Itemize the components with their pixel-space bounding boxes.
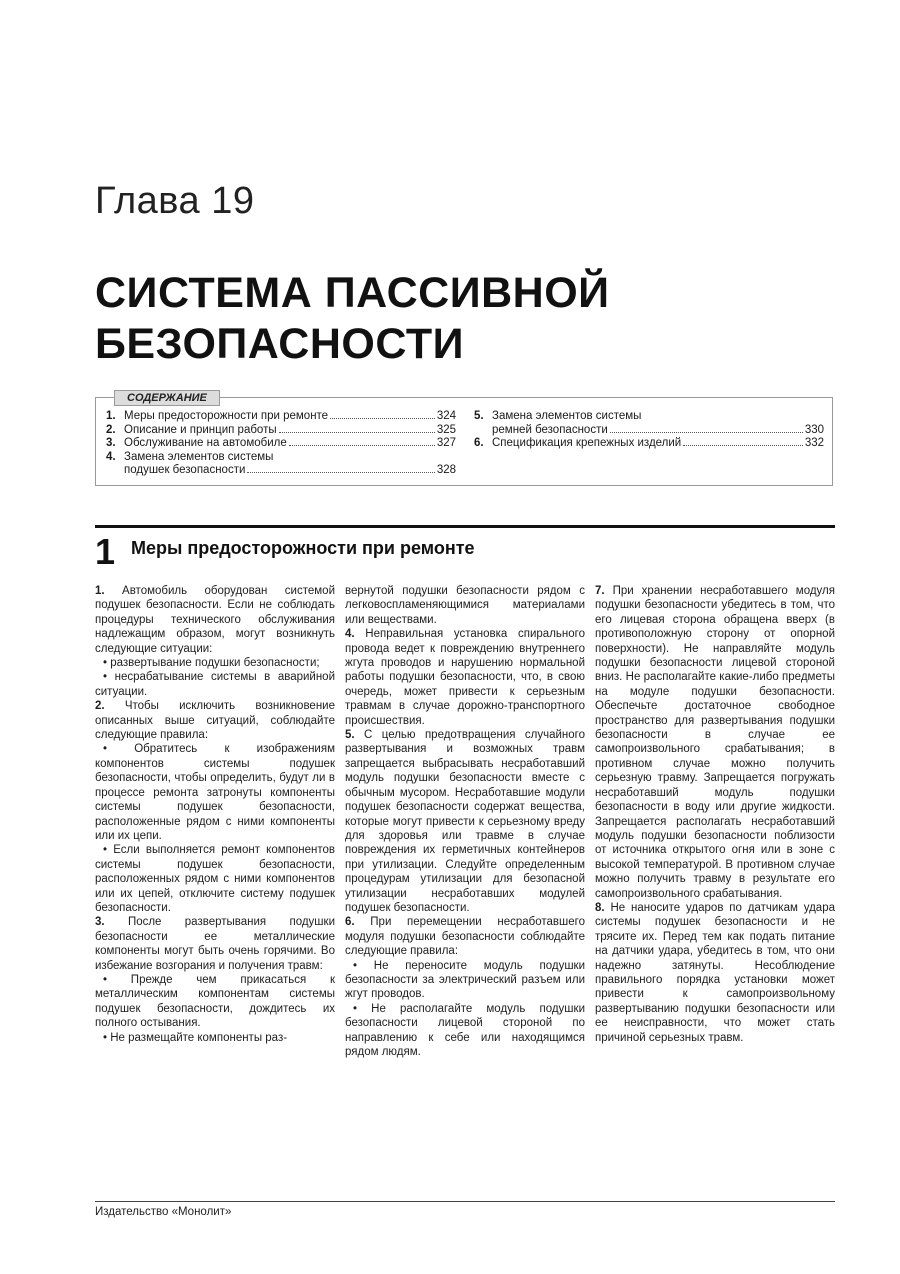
bullet-icon: •: [353, 959, 358, 972]
bullet-paragraph: [95, 742, 335, 843]
paragraph-text: Не переносите модуль подушки безопасности за электрический разъем или жгут проводов.: [345, 959, 585, 1001]
toc-line: [492, 437, 824, 451]
paragraph-number: 7.: [595, 585, 605, 597]
paragraph: [95, 915, 335, 973]
toc-item-body: [124, 410, 456, 424]
paragraph-text: Автомобиль оборудован системой подушек безопасности. Если не соблюдать процедуры технического обслуживания надлежащим образом, могут возникнуть следующие ситуации:: [95, 585, 335, 655]
paragraph-text: При хранении несработавшего модуля подушки безопасности убедитесь в том, что его лицевая сторона обращена вверх (в противоположную сторону от опорной поверхности). Не направляйте модуль подушки безопасности лицевой стороной вниз. Не располагайте какие-либо предметы на модуле подушки безопасности. Обеспечьте достаточное свободное пространство для развертывания подушки безопасности в случае ее самопроизвольного срабатывания; в противном случае можно получить серьезную травму. Запрещается погружать несработавший модуль подушки безопасности в воду или другие жидкости. Запрещается располагать несработавший модуль подушки безопасности поблизости от источника открытого огня или в зоне с высокой температурой. В противном случае можно получить травму в результате его самопроизвольного срабатывания.: [595, 585, 835, 900]
section-title: Меры предосторожности при ремонте: [131, 538, 475, 558]
bullet-paragraph: [95, 1031, 335, 1045]
paragraph-text: несрабатывание системы в аварийной ситуации.: [95, 671, 336, 698]
text-column-1: [95, 584, 335, 1045]
toc-leader-dots: [247, 472, 434, 473]
bullet-paragraph: [95, 670, 335, 699]
toc-item-title: Меры предосторожности при ремонте: [124, 410, 329, 422]
paragraph-number: 2.: [95, 700, 105, 713]
paragraph-number: 3.: [95, 916, 105, 929]
toc-leader-dots: [330, 418, 435, 419]
toc-line: [124, 451, 456, 465]
bullet-paragraph: [345, 959, 585, 1002]
toc-item-number: 4.: [106, 450, 116, 463]
text-column-2: [345, 584, 585, 1059]
paragraph-text: Если выполняется ремонт компонентов системы подушек безопасности, расположенных рядом с ними компонентов или их цепей, отключите систему подушек безопасности.: [95, 844, 335, 914]
paragraph: [595, 901, 835, 1045]
bullet-icon: •: [103, 973, 108, 986]
paragraph: [345, 584, 585, 627]
toc-item-title: Обслуживание на автомобиле: [124, 437, 287, 449]
paragraph-number: 8.: [595, 901, 605, 914]
toc-item-number: 5.: [474, 410, 484, 422]
chapter-title: СИСТЕМА ПАССИВНОЙ БЕЗОПАСНОСТИ: [95, 269, 610, 368]
bullet-paragraph: [95, 656, 335, 670]
toc-item: [106, 437, 456, 451]
toc-page-number: 325: [436, 423, 456, 436]
paragraph: [345, 728, 585, 915]
toc-item: [106, 410, 456, 424]
toc-page-number: 327: [436, 437, 456, 449]
paragraph-text: После развертывания подушки безопасности ее металлические компоненты могут быть очень горячими. Во избежание возгорания и получения травм:: [95, 916, 335, 972]
paragraph-text: Чтобы исключить возникновение описанных выше ситуаций, соблюдайте следующие правила:: [95, 700, 335, 742]
paragraph: [95, 699, 335, 742]
toc-page-number: 332: [804, 437, 824, 449]
paragraph-number: 1.: [95, 585, 105, 597]
toc-column-right: [474, 410, 824, 451]
paragraph-number: 5.: [345, 729, 355, 742]
toc-item-title: ремней безопасности: [492, 423, 608, 436]
bullet-icon: •: [103, 671, 108, 684]
paragraph: [345, 627, 585, 728]
toc-item: [474, 410, 824, 437]
toc-line: [124, 424, 456, 438]
toc-item-number: 3.: [106, 437, 116, 449]
toc-item-number: 6.: [474, 437, 484, 449]
toc-item-title: Описание и принцип работы: [124, 423, 277, 436]
toc-leader-dots: [289, 445, 435, 446]
paragraph-text: Не располагайте модуль подушки безопасности лицевой стороной по направлению к себе или находящимся рядом людям.: [345, 1002, 585, 1058]
toc-item-body: [124, 424, 456, 438]
chapter-label: Глава 19: [95, 180, 255, 222]
toc-column-left: [106, 410, 456, 478]
toc-leader-dots: [610, 432, 803, 433]
toc-line: [124, 464, 456, 478]
toc-header: СОДЕРЖАНИЕ: [114, 390, 220, 406]
bullet-icon: •: [103, 743, 108, 756]
section-number: 1: [95, 531, 116, 572]
paragraph-text: Обратитесь к изображениям компонентов системы подушек безопасности, чтобы определить, будут ли в процессе ремонта затронуты компоненты системы подушек безопасности, расположенные рядом с ними компоненты или их цепи.: [95, 743, 335, 842]
paragraph-text: вернутой подушки безопасности рядом с легковоспламеняющимися материалами или веществами.: [345, 585, 585, 626]
bullet-icon: •: [103, 1031, 108, 1044]
toc-line: [124, 437, 456, 451]
bullet-paragraph: [95, 973, 335, 1031]
toc-item-title: Замена элементов системы: [492, 410, 642, 422]
paragraph-text: Неправильная установка спирального провода ведет к повреждению внутреннего жгута проводов и нарушению нормальной работы подушки безопасности, что, в свою очередь, может привести к серьезным травмам в случае дорожно-транспортного происшествия.: [345, 628, 585, 727]
toc-page-number: 324: [436, 410, 456, 422]
toc-item-title: Спецификация крепежных изделий: [492, 437, 682, 449]
paragraph-text: развертывание подушки безопасности;: [110, 657, 320, 670]
bullet-icon: •: [103, 844, 108, 857]
toc-item-number: 2.: [106, 423, 116, 436]
toc-page-number: 328: [436, 464, 456, 476]
paragraph: [345, 915, 585, 958]
toc-item-body: [124, 451, 456, 478]
toc-item-body: [492, 410, 824, 437]
paragraph-text: С целью предотвращения случайного развертывания и возможных травм запрещается выбрасывать несработавший модуль подушки безопасности вместе с обычным мусором. Несработавшие модули подушек безопасности содержат вещества, которые могут привести к серьезному вреду для здоровья или травме в случае повреждения их герметичных контейнеров при утилизации. Следуйте определенным процедурам утилизации для безопасной утилизации несработавших модулей подушек безопасности.: [345, 729, 585, 914]
toc-line: [492, 424, 824, 438]
bullet-icon: •: [103, 657, 108, 670]
toc-line: [492, 410, 824, 424]
bullet-icon: •: [353, 1002, 358, 1015]
toc-item: [106, 424, 456, 438]
paragraph-number: 4.: [345, 628, 355, 641]
paragraph-text: Прежде чем прикасаться к металлическим компонентам системы подушек безопасности, дождитесь их полного остывания.: [95, 973, 335, 1030]
toc-item-title: подушек безопасности: [124, 464, 246, 476]
toc-item: [106, 451, 456, 478]
footer-divider: [95, 1201, 835, 1202]
toc-leader-dots: [683, 445, 803, 446]
paragraph-text: Не наносите ударов по датчикам удара системы подушек безопасности и не трясите их. Перед тем как подать питание на датчики удара, убедитесь в том, что они надежно затянуты. Несоблюдение правильного порядка установки может привести к самопроизвольному развертыванию подушки безопасности или ее неисправности, что может стать причиной серьезных травм.: [595, 901, 835, 1044]
toc-leader-dots: [279, 432, 435, 433]
toc-item-number: 1.: [106, 410, 116, 422]
paragraph-text: Не размещайте компоненты раз-: [110, 1031, 288, 1044]
bullet-paragraph: [95, 843, 335, 915]
toc-line: [124, 410, 456, 424]
section-heading: [95, 532, 475, 572]
toc-item-body: [492, 437, 824, 451]
toc-item-title: Замена элементов системы: [124, 450, 274, 463]
section-divider: [95, 525, 835, 528]
paragraph: [595, 584, 835, 901]
toc-item: [474, 437, 824, 451]
text-column-3: [595, 584, 835, 1045]
paragraph-text: При перемещении несработавшего модуля подушки безопасности соблюдайте следующие правила:: [345, 916, 585, 958]
paragraph: [95, 584, 335, 656]
bullet-paragraph: [345, 1002, 585, 1060]
publisher-footer: Издательство «Монолит»: [95, 1206, 232, 1218]
toc-item-body: [124, 437, 456, 451]
table-of-contents: [95, 392, 833, 486]
paragraph-number: 6.: [345, 916, 355, 929]
toc-page-number: 330: [804, 423, 824, 436]
